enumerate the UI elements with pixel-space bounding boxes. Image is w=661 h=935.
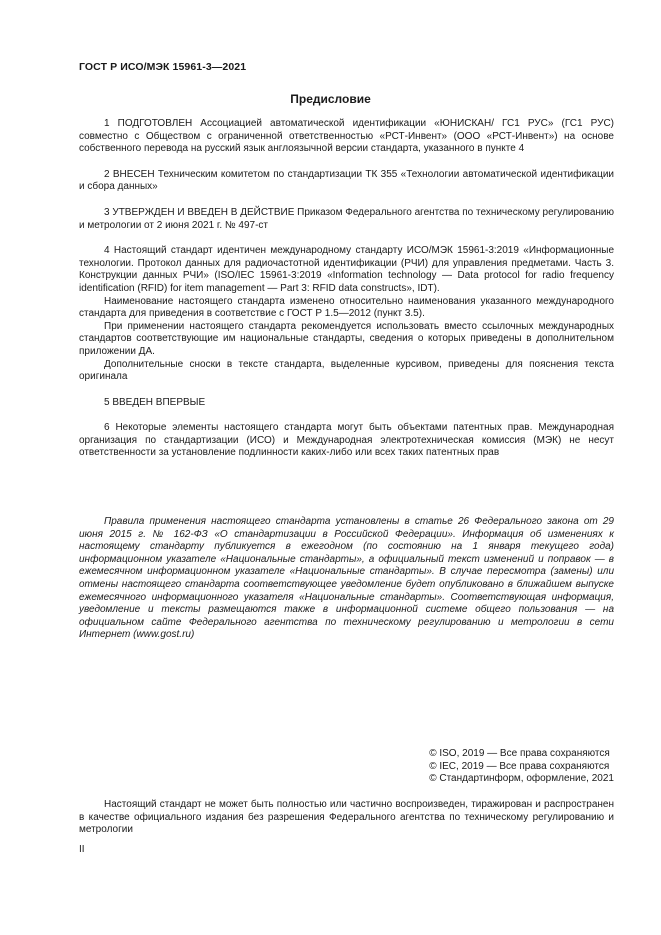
paragraph-4-identical: 4 Настоящий стандарт идентичен международному стандарту ИСО/МЭК 15961-3:2019 «Информационные технологии. Протокол данных для радиочастотной идентификации (РЧИ) для управления предметами. Часть 3. Конструкции данных РЧИ» (ISO/IEC 15961-3:2019 «Information technology — Data protocol for radio frequency identification (RFID) for item management — Part 3: RFID data constructs», IDT).: [79, 245, 614, 294]
paragraph-4-footnotes: Дополнительные сноски в тексте стандарта, выделенные курсивом, приведены для пояснения текста оригинала: [79, 358, 614, 383]
page-number: II: [79, 844, 85, 855]
paragraph-4-references: При применении настоящего стандарта рекомендуется использовать вместо ссылочных международных стандартов соответствующие им национальные стандарты, сведения о которых приведены в дополнительном приложении ДА.: [79, 320, 614, 357]
application-rules-notice: Правила применения настоящего стандарта установлены в статье 26 Федерального закона от 29 июня 2015 г. № 162-ФЗ «О стандартизации в Российской Федерации». Информация об изменениях к настоящему стандарту публикуется в ежегодном (по состоянию на 1 января текущего года) информационном указателе «Национальные стандарты», а официальный текст изменений и поправок — в ежемесячном информационном указателе «Национальные стандарты». В случае пересмотра (замены) или отмены настоящего стандарта соответствующее уведомление будет опубликовано в ближайшем выпуске ежемесячного информационного указателя «Национальные стандарты». Соответствующая информация, уведомление и тексты размещаются также в информационной системе общего пользования — на официальном сайте Федерального агентства по техническому регулированию и метрологии в сети Интернет (www.gost.ru): [79, 516, 614, 641]
paragraph-4-name-change: Наименование настоящего стандарта изменено относительно наименования указанного международного стандарта для приведения в соответствие с ГОСТ Р 1.5—2012 (пункт 3.5).: [79, 295, 614, 320]
copyright-iec: © IEC, 2019 — Все права сохраняются: [429, 760, 610, 772]
foreword-body: [79, 118, 614, 460]
paragraph-6-patents: 6 Некоторые элементы настоящего стандарта могут быть объектами патентных прав. Международная организация по стандартизации (ИСО) и Международная электротехническая комиссия (МЭК) не несут ответственности за установление подлинности каких-либо или всех таких патентных прав: [79, 422, 614, 459]
copyright-block: [429, 748, 614, 786]
copyright-standartinform: © Стандартинформ, оформление, 2021: [429, 773, 614, 785]
reproduction-notice: Настоящий стандарт не может быть полностью или частично воспроизведен, тиражирован и распространен в качестве официального издания без разрешения Федерального агентства по техническому регулированию и метрологии: [79, 799, 614, 836]
page-title: Предисловие: [290, 92, 371, 106]
document-header: ГОСТ Р ИСО/МЭК 15961-3—2021: [79, 61, 247, 73]
copyright-iso: © ISO, 2019 — Все права сохраняются: [429, 748, 610, 759]
paragraph-1-prepared: 1 ПОДГОТОВЛЕН Ассоциацией автоматической идентификации «ЮНИСКАН/ ГС1 РУС» (ГС1 РУС) совместно с Обществом с ограниченной ответственностью «РСТ-Инвент» (ООО «РСТ-Инвент») на основе собственного перевода на русский язык англоязычной версии стандарта, указанного в пункте 4: [79, 118, 614, 155]
paragraph-2-submitted: 2 ВНЕСЕН Техническим комитетом по стандартизации ТК 355 «Технологии автоматической идентификации и сбора данных»: [79, 168, 614, 193]
paragraph-3-approved: 3 УТВЕРЖДЕН И ВВЕДЕН В ДЕЙСТВИЕ Приказом Федерального агентства по техническому регулированию и метрологии от 2 июня 2021 г. № 497-ст: [79, 206, 614, 231]
paragraph-5-introduced: 5 ВВЕДЕН ВПЕРВЫЕ: [104, 396, 206, 408]
